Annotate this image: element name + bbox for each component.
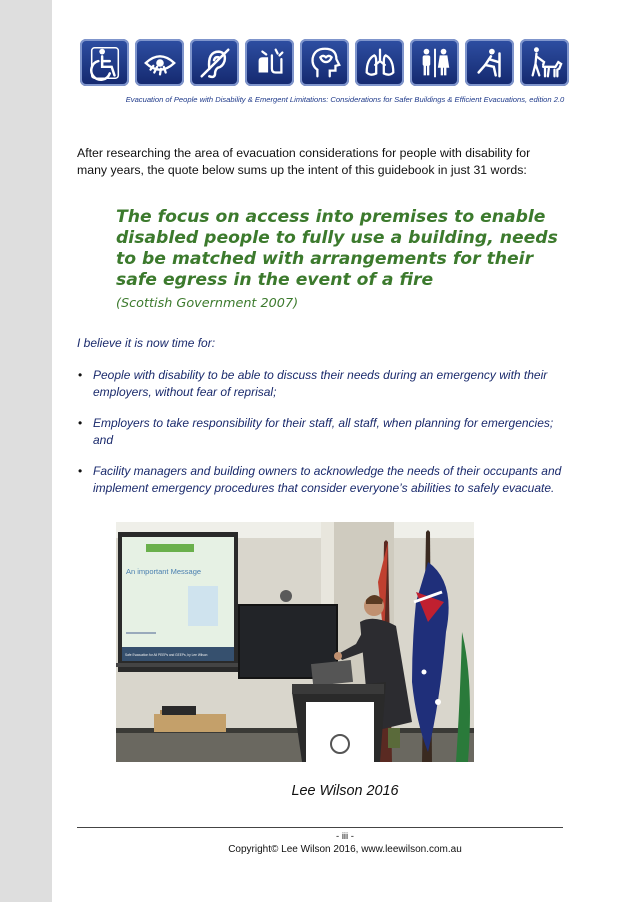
document-page <box>52 0 638 902</box>
bullet-icon: • <box>78 416 83 430</box>
list-item-text: Facility managers and building owners to acknowledge the needs of their occupants and implement emergency procedures that consider everyone’s abilities to safely evacuate. <box>93 464 562 495</box>
copyright-line: Copyright© Lee Wilson 2016, www.leewilson.com.au <box>228 844 462 855</box>
mobility-assistance-icon <box>465 39 514 86</box>
page-margin-strip <box>0 0 52 902</box>
intro-paragraph: After researching the area of evacuation considerations for people with disability for many years, the quote below sums up the intent of this guidebook in just 31 words: <box>77 146 531 177</box>
low-vision-icon <box>135 39 184 86</box>
screen-heading: An important Message <box>126 567 202 576</box>
bullet-icon: • <box>78 368 83 382</box>
running-title: Evacuation of People with Disability & Emergent Limitations: Considerations for Safer Buildings & Efficient Evacuations, edition 2.0 <box>125 95 565 104</box>
respiratory-lungs-icon <box>355 39 404 86</box>
sign-language-icon <box>245 39 294 86</box>
list-item-text: People with disability to be able to discuss their needs during an emergency with their employers, without fear of reprisal; <box>93 368 548 399</box>
bullet-icon: • <box>78 464 83 478</box>
footer-divider <box>77 827 563 828</box>
quote-citation: (Scottish Government 2007) <box>116 296 299 311</box>
cognitive-disability-icon <box>300 39 349 86</box>
list-item-text: Employers to take responsibility for their staff, all staff, when planning for emergencies; and <box>93 416 554 447</box>
wheelchair-access-icon <box>80 39 129 86</box>
guide-dog-icon <box>520 39 569 86</box>
people-restroom-icon <box>410 39 459 86</box>
recommendation-list <box>77 367 567 511</box>
bullet-lead-in: I believe it is now time for: <box>77 336 216 350</box>
list-item <box>77 463 567 496</box>
list-item <box>77 415 567 448</box>
speaker-photo <box>116 522 474 762</box>
hearing-impaired-icon <box>190 39 239 86</box>
page-number: - iii - <box>336 831 354 842</box>
pull-quote: The focus on access into premises to enable disabled people to fully use a building, needs to be matched with arrangements for their safe egress in the event of a fire <box>116 207 558 290</box>
accessibility-icon-row <box>80 39 569 86</box>
photo-caption: Lee Wilson 2016 <box>291 783 399 799</box>
list-item <box>77 367 567 400</box>
screen-footer-text: Safe Evacuation for All PEEPs and GEEPs, by Lee Wilson <box>125 653 208 657</box>
